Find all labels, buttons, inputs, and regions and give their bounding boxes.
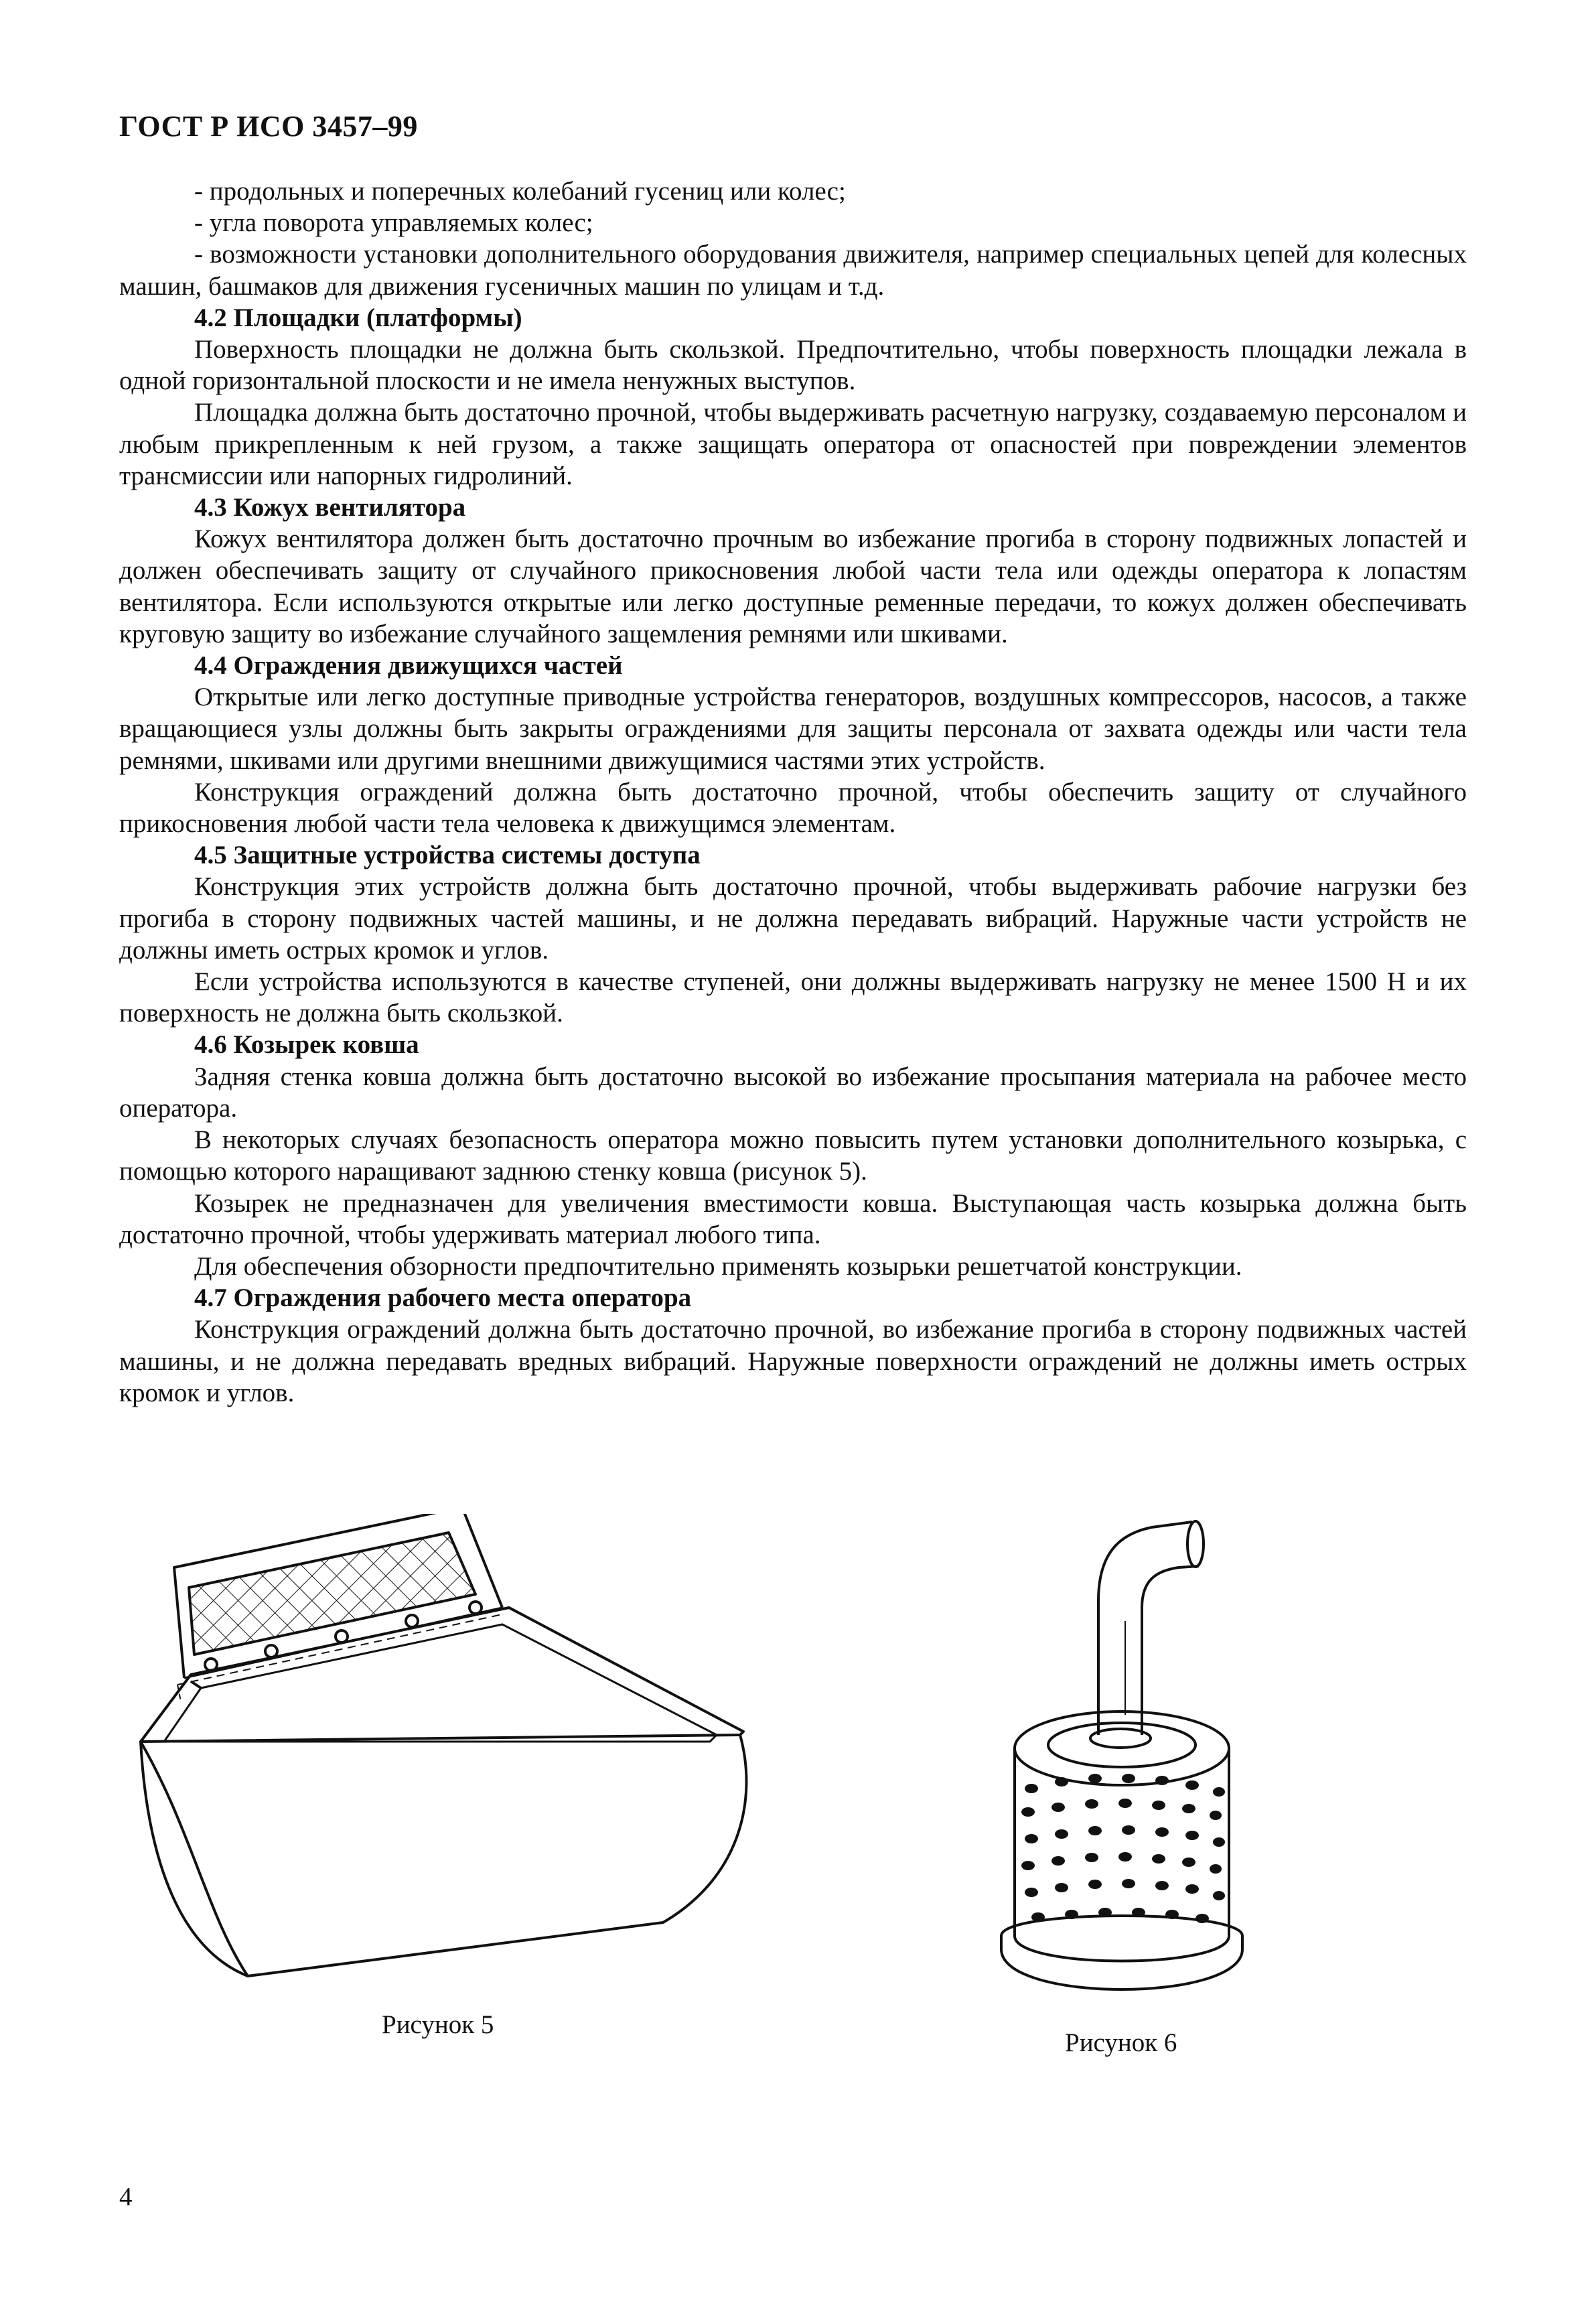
bucket-guard-illustration: [127, 1514, 810, 2003]
paragraph: Кожух вентилятора должен быть достаточно прочным во избежание прогиба в сторону подвижных лопастей и должен обеспечивать защиту от случайного прикосновения любой части тела или одежды оператора к лопастям вентилятора. Если используются открытые или легко доступные ременные передачи, то кожух должен обеспечивать круговую защиту во избежание случайного защемления ремнями или шкивами.: [119, 524, 1467, 648]
section-heading-4-4: 4.4 Ограждения движущихся частей: [194, 651, 623, 681]
section-heading-4-2: 4.2 Площадки (платформы): [194, 303, 522, 332]
list-item: - угла поворота управляемых колес;: [194, 208, 593, 238]
list-item: - продольных и поперечных колебаний гусениц или колес;: [194, 177, 846, 206]
paragraph: Если устройства используются в качестве ступеней, они должны выдерживать нагрузку не менее 1500 Н и их поверхность не должна быть скользкой.: [119, 967, 1467, 1028]
figure-5-caption: Рисунок 5: [382, 2010, 494, 2039]
document-header: ГОСТ Р ИСО 3457–99: [119, 110, 418, 143]
paragraph: Задняя стенка ковша должна быть достаточно высокой во избежание просыпания материала на рабочее место оператора.: [119, 1062, 1467, 1123]
section-heading-4-7: 4.7 Ограждения рабочего места оператора: [194, 1283, 692, 1313]
paragraph: Козырек не предназначен для увеличения вместимости ковша. Выступающая часть козырька должна быть достаточно прочной, чтобы удерживать материал любого типа.: [119, 1188, 1467, 1249]
section-heading-4-5: 4.5 Защитные устройства системы доступа: [194, 841, 701, 870]
paragraph: Площадка должна быть достаточно прочной, чтобы выдерживать расчетную нагрузку, создаваемую персоналом и любым прикрепленным к ней грузом, а также защищать оператора от опасностей при повреждении элементов трансмиссии или напорных гидролиний.: [119, 398, 1467, 490]
figure-6-caption: Рисунок 6: [1065, 2028, 1177, 2057]
list-item: - возможности установки дополнительного оборудования движителя, например специальных цепей для колесных машин, башмаков для движения гусеничных машин по улицам и т.д.: [119, 240, 1467, 301]
section-heading-4-6: 4.6 Козырек ковша: [194, 1030, 419, 1060]
section-heading-4-3: 4.3 Кожух вентилятора: [194, 493, 466, 522]
paragraph: Для обеспечения обзорности предпочтительно применять козырьки решетчатой конструкции.: [194, 1251, 1242, 1281]
paragraph: Конструкция ограждений должна быть достаточно прочной, чтобы обеспечить защиту от случайного прикосновения любой части тела человека к движущимся элементам.: [119, 777, 1467, 839]
paragraph: В некоторых случаях безопасность оператора можно повысить путем установки дополнительного козырька, с помощью которого наращивают заднюю стенку ковша (рисунок 5).: [119, 1125, 1467, 1186]
paragraph: Открытые или легко доступные приводные устройства генераторов, воздушных компрессоров, насосов, а также вращающиеся узлы должны быть закрыты ограждениями для защиты персонала от захвата одежды или части тела ремнями, шкивами или другими внешними движущимися частями этих устройств.: [119, 683, 1467, 775]
body-text: [119, 176, 1467, 1409]
paragraph: Конструкция ограждений должна быть достаточно прочной, во избежание прогиба в сторону подвижных частей машины, и не должна передавать вредных вибраций. Наружные поверхности ограждений не должны иметь острых кромок и углов.: [119, 1315, 1467, 1407]
page-number: 4: [119, 2182, 133, 2211]
paragraph: Поверхность площадки не должна быть скользкой. Предпочтительно, чтобы поверхность площадки лежала в одной горизонтальной плоскости и не имела ненужных выступов.: [119, 335, 1467, 396]
muffler-guard-illustration: [998, 1507, 1293, 2016]
paragraph: Конструкция этих устройств должна быть достаточно прочной, чтобы выдерживать рабочие нагрузки без прогиба в сторону подвижных частей машины, и не должна передавать вибраций. Наружные части устройств не должны иметь острых кромок и углов.: [119, 872, 1467, 965]
